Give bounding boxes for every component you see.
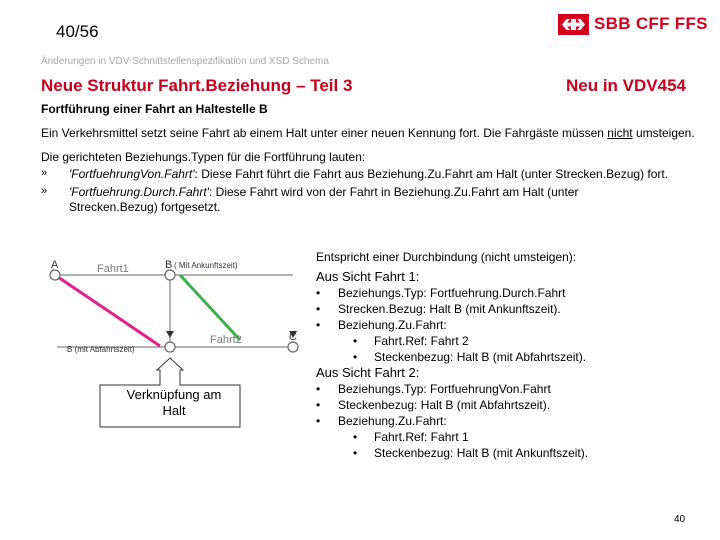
section-subheading: Fortführung einer Fahrt an Haltestelle B	[41, 102, 268, 116]
list-item	[316, 301, 716, 317]
list-item-text: Strecken.Bezug: Halt B (mit Ankunftszeit).	[338, 302, 561, 316]
list-item	[316, 381, 716, 397]
station-a	[50, 270, 60, 280]
types-paragraph: Die gerichteten Beziehungs.Typen für die Fortführung lauten:	[41, 150, 366, 164]
list-item	[316, 333, 716, 349]
sbb-logo-mark	[558, 14, 589, 35]
sbb-logo	[558, 12, 708, 36]
bullet-marker: •	[316, 286, 321, 300]
list-item-text: Fahrt.Ref: Fahrt 2	[374, 334, 469, 348]
station-b-departure	[165, 342, 175, 352]
bullet-text: : Diese Fahrt führt die Fahrt aus Beziehung.Zu.Fahrt am Halt (unter Strecken.Bezug) fort.	[194, 167, 669, 181]
bullet-text: : Diese Fahrt wird von der Fahrt in Beziehung.Zu.Fahrt am Halt (unter Strecken.Bezug) fortgesetzt.	[69, 185, 579, 214]
new-in-label: Neu in VDV454	[566, 76, 686, 95]
bullet-marker: •	[316, 302, 321, 316]
bullet-marker: »	[41, 185, 48, 197]
label-b: B	[165, 259, 173, 271]
page-title: Neue Struktur Fahrt.Beziehung – Teil 3	[41, 76, 353, 95]
list-item	[316, 317, 716, 333]
arrival-marker-icon	[166, 331, 174, 338]
section-heading: Aus Sicht Fahrt 1:	[316, 269, 420, 284]
list-item-text: Fahrt.Ref: Fahrt 1	[374, 430, 469, 444]
fahrt2-line	[180, 275, 240, 340]
intro-paragraph	[41, 126, 695, 140]
bullet-marker: •	[353, 446, 358, 460]
bullet-marker: •	[316, 318, 321, 332]
footer-page-number: 40	[674, 514, 686, 525]
list-item	[316, 349, 716, 365]
page-counter: 40/56	[56, 22, 99, 41]
list-item	[316, 285, 716, 301]
label-arrival-time: ( Mit Ankunftszeit)	[174, 261, 238, 270]
label-c: C	[289, 331, 297, 343]
bullet-marker: •	[316, 414, 321, 428]
details-panel	[316, 249, 716, 461]
intro-text-b: umsteigen.	[632, 126, 695, 140]
station-c	[288, 342, 298, 352]
list-item	[316, 413, 716, 429]
list-item-text: Beziehungs.Typ: FortfuehrungVon.Fahrt	[338, 382, 551, 396]
intro-text-underlined: nicht	[607, 126, 633, 140]
list-item-text: Beziehung.Zu.Fahrt:	[338, 318, 447, 332]
list-item	[316, 397, 716, 413]
sbb-logo-text: SBB CFF FFS	[594, 14, 708, 33]
list-item-text: Steckenbezug: Halt B (mit Ankunftszeit).	[374, 446, 589, 460]
section-heading: Aus Sicht Fahrt 2:	[316, 365, 420, 380]
list-item-text: Beziehung.Zu.Fahrt:	[338, 414, 447, 428]
label-a: A	[51, 259, 59, 271]
list-item-text: Steckenbezug: Halt B (mit Abfahrtszeit).	[374, 350, 587, 364]
bullet-marker: •	[316, 398, 321, 412]
breadcrumb: Änderungen in VDV-Schnittstellenspezifikation und XSD Schema	[41, 56, 329, 67]
station-b-arrival	[165, 270, 175, 280]
callout-text: Verknüpfung am Halt	[126, 387, 222, 418]
label-fahrt1: Fahrt1	[97, 263, 129, 275]
list-item-text: Steckenbezug: Halt B (mit Abfahrtszeit).	[338, 398, 551, 412]
intro-text-a: Ein Verkehrsmittel setzt seine Fahrt ab einem Halt unter einer neuen Kennung fort. Die Fahrgäste müssen	[41, 126, 608, 140]
bullet-marker: •	[353, 334, 358, 348]
list-item	[316, 429, 716, 445]
list-item-text: Beziehungs.Typ: Fortfuehrung.Durch.Fahrt	[338, 286, 566, 300]
fahrt1-line	[55, 275, 160, 346]
bullet-code: 'FortfuehrungVon.Fahrt'	[69, 167, 195, 181]
bullet-marker: •	[353, 350, 358, 364]
bullet-marker: •	[353, 430, 358, 444]
bullet-code: 'Fortfuehrung.Durch.Fahrt'	[69, 185, 209, 199]
list-item	[316, 445, 716, 461]
details-intro: Entspricht einer Durchbindung (nicht umsteigen):	[316, 250, 577, 264]
label-departure-time: B (mit Abfahrtszeit)	[67, 345, 135, 354]
bullet-marker: •	[316, 382, 321, 396]
label-fahrt2: Fahrt2	[210, 334, 242, 346]
bullet-marker: »	[41, 167, 48, 179]
